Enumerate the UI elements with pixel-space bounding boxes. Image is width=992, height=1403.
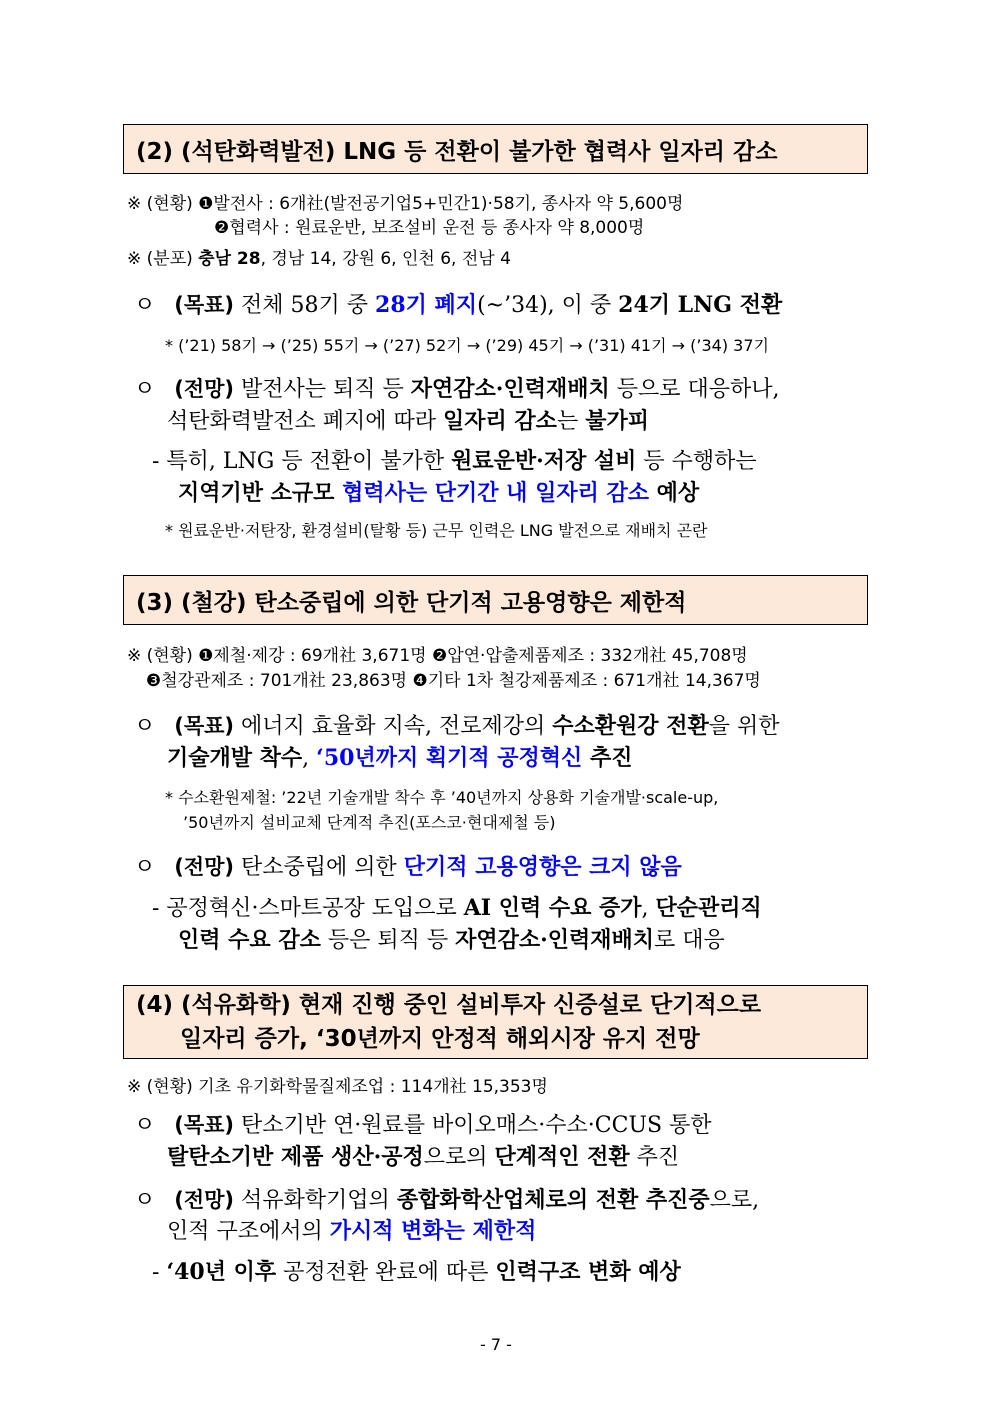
bullet-icon: ㅇ [134,855,156,880]
section-4-header [123,985,868,1059]
s2-sub-line-1: - 특히, LNG 등 전환이 불가한 원료운반·저장 설비 등 수행하는 [152,448,757,474]
section-2-header [123,124,868,174]
s3-sub-line-1: - 공정혁신·스마트공장 도입으로 AI 인력 수요 증가, 단순관리직 [152,895,762,921]
s3-sub-line-2: 인력 수요 감소 등은 퇴직 등 자연감소·인력재배치로 대응 [178,927,725,953]
s4-goal-line-2: 탈탄소기반 제품 생산·공정으로의 단계적인 전환 추진 [167,1144,680,1170]
s2-status-line-1: ※ (현황) ❶발전사 : 6개社(발전공기업5+민간1)·58기, 종사자 약 5,600명 [127,194,684,214]
s2-outlook-line-1: ㅇ (전망) 발전사는 퇴직 등 자연감소·인력재배치 등으로 대응하나, [134,376,780,402]
s3-goal-note-2: ’50년까지 설비교체 단계적 추진(포스코·현대제철 등) [183,813,556,832]
section-4-title-line-2: 일자리 증가, ‘30년까지 안정적 해외시장 유지 전망 [180,1026,700,1052]
s2-sub-note: * 원료운반·저탄장, 환경설비(탈황 등) 근무 인력은 LNG 발전으로 재배치 곤란 [165,521,708,540]
bullet-icon: ㅇ [134,377,156,402]
dash-icon: - [152,449,160,474]
bullet-icon: ㅇ [134,1188,156,1213]
s2-goal: ㅇ (목표) 전체 58기 중 28기 폐지(~’34), 이 중 24기 LNG 전환 [134,292,783,318]
section-3-header [123,575,868,625]
dash-icon: - [152,1260,160,1285]
page-number: - 7 - [480,1335,512,1354]
s3-goal-line-1: ㅇ (목표) 에너지 효율화 지속, 전로제강의 수소환원강 전환을 위한 [134,713,780,739]
s3-status-line-2: ❸철강관제조 : 701개社 23,863명 ❹기타 1차 철강제품제조 : 671개社 14,367명 [146,671,761,691]
section-4-title-line-1: (4) (석유화학) 현재 진행 중인 설비투자 신증설로 단기적으로 [136,992,762,1018]
s4-outlook-line-1: ㅇ (전망) 석유화학기업의 종합화학산업체로의 전환 추진중으로, [134,1187,760,1213]
s2-status-line-2: ❷협력사 : 원료운반, 보조설비 운전 등 종사자 약 8,000명 [214,218,645,238]
s3-goal-note-1: * 수소환원제철: ’22년 기술개발 착수 후 ’40년까지 상용화 기술개발·scale-up, [165,788,719,807]
s2-sub-line-2: 지역기반 소규모 협력사는 단기간 내 일자리 감소 예상 [178,480,700,506]
section-2-title: (2) (석탄화력발전) LNG 등 전환이 불가한 협력사 일자리 감소 [136,138,778,165]
s4-status: ※ (현황) 기초 유기화학물질제조업 : 114개社 15,353명 [127,1077,548,1097]
bullet-icon: ㅇ [134,714,156,739]
s4-goal-line-1: ㅇ (목표) 탄소기반 연·원료를 바이오매스·수소·CCUS 통한 [134,1113,712,1138]
s2-outlook-line-2: 석탄화력발전소 폐지에 따라 일자리 감소는 불가피 [167,408,649,434]
s3-outlook: ㅇ (전망) 탄소중립에 의한 단기적 고용영향은 크지 않음 [134,854,682,880]
section-3-title: (3) (철강) 탄소중립에 의한 단기적 고용영향은 제한적 [136,589,687,616]
s3-status-line-1: ※ (현황) ❶제철·제강 : 69개社 3,671명 ❷압연·압출제품제조 : 332개社 45,708명 [127,646,748,666]
s2-distribution: ※ (분포) 충남 28, 경남 14, 강원 6, 인천 6, 전남 4 [127,249,511,269]
bullet-icon: ㅇ [134,293,156,318]
bullet-icon: ㅇ [134,1113,156,1138]
s4-outlook-line-2: 인적 구조에서의 가시적 변화는 제한적 [167,1218,537,1244]
s4-sub: - ‘40년 이후 공정전환 완료에 따른 인력구조 변화 예상 [152,1259,681,1285]
s2-goal-note: * (’21) 58기 → (’25) 55기 → (’27) 52기 → (’29) 45기 → (’31) 41기 → (’34) 37기 [165,336,769,355]
s3-goal-line-2: 기술개발 착수, ‘50년까지 획기적 공정혁신 추진 [167,745,633,771]
dash-icon: - [152,896,160,921]
